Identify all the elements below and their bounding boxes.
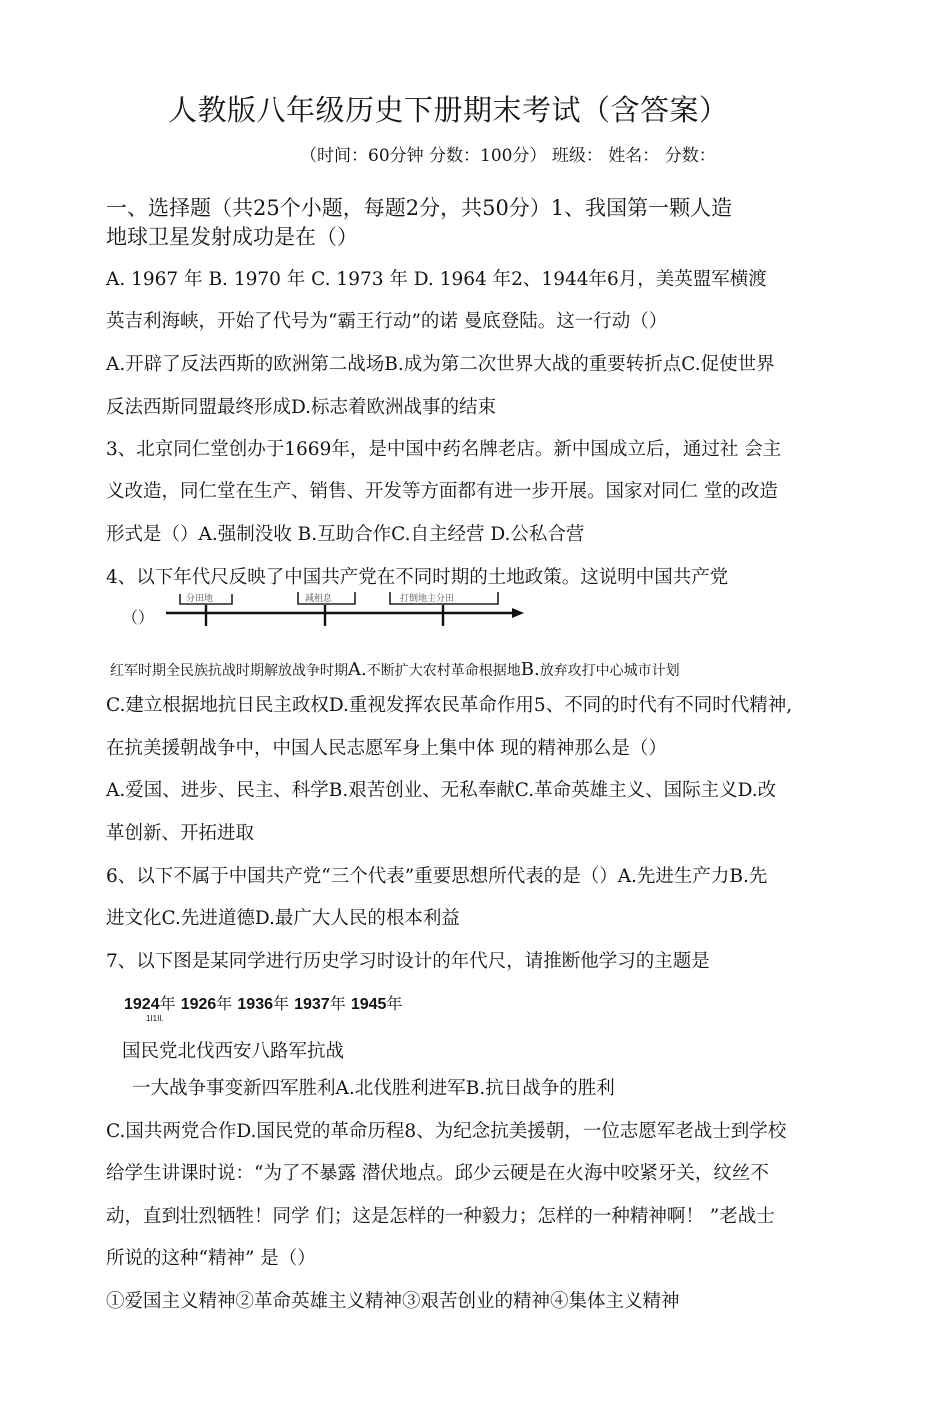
q7-tick-marks: 1I1II. (146, 1014, 164, 1023)
text-line: 在抗美援朝战争中，中国人民志愿军身上集中体 现的精神那么是（） (106, 738, 667, 759)
text-line: C.建立根据地抗日民主政权D.重视发挥农民革命作用5、不同的时代有不同时代精神, (106, 695, 793, 716)
section-heading-line-2: 地球卫星发射成功是在（） (106, 225, 358, 249)
year-unit: 年 (273, 994, 290, 1013)
text-line: 反法西斯同盟最终形成D.标志着欧洲战事的结束 (106, 397, 497, 418)
q4-options-line (110, 661, 680, 680)
year: 1936 (237, 996, 273, 1013)
year: 1926 (180, 996, 217, 1013)
text-line: 7、以下图是某同学进行历史学习时设计的年代尺，请推断他学习的主题是 (106, 951, 710, 972)
question-4-paren: （） (122, 608, 155, 627)
text-line: ①爱国主义精神②革命英雄主义精神③艰苦创业的精神④集体主义精神 (106, 1291, 680, 1312)
option-b-text: 放弃攻打中心城市计划 (539, 663, 680, 679)
text-line: C.国共两党合作D.国民党的革命历程8、为纪念抗美援朝，一位志愿军老战士到学校 (106, 1121, 787, 1142)
text-line: 形式是（）A.强制没收 B.互助合作C.自主经营 D.公私合营 (106, 524, 585, 545)
text-line: 英吉利海峡，开始了代号为“霸王行动”的诺 曼底登陆。这一行动（） (106, 311, 668, 332)
year-unit: 年 (386, 994, 403, 1013)
period-labels: 红军时期全民族抗战时期解放战争时期 (110, 663, 348, 679)
text-line: 3、北京同仁堂创办于1669年，是中国中药名牌老店。新中国成立后，通过社 会主 (106, 439, 782, 460)
exam-subtitle: （时间：60分钟 分数：100分） 班级： 姓名： 分数： (300, 146, 716, 166)
year: 1937 (294, 996, 330, 1013)
text-line: 进文化C.先进道德D.最广大人民的根本利益 (106, 908, 460, 929)
timeline-box-label: 打倒地主分田 (400, 594, 455, 604)
timeline-figure-q4 (150, 578, 530, 630)
text-line: A.开辟了反法西斯的欧洲第二战场B.成为第二次世界大战的重要转折点C.促使世界 (106, 354, 775, 375)
q7-events-row-2: 一大战争事变新四军胜利A.北伐胜利进军B.抗日战争的胜利 (132, 1078, 615, 1099)
timeline-box-label: 减租息 (305, 594, 333, 604)
section-heading-line-1: 一、选择题（共25个小题，每题2分，共50分）1、我国第一颗人造 (106, 196, 733, 220)
text-line: 6、以下不属于中国共产党“三个代表”重要思想所代表的是（）A.先进生产力B.先 (106, 866, 768, 887)
year-unit: 年 (216, 994, 233, 1013)
option-a-letter: A. (348, 659, 367, 680)
text-line: 革创新、开拓进取 (106, 823, 255, 844)
year-unit: 年 (329, 994, 346, 1013)
text-line: 义改造，同仁堂在生产、销售、开发等方面都有进一步开展。国家对同仁 堂的改造 (106, 481, 778, 502)
text-line: 所说的这种“精神” 是（） (106, 1248, 316, 1269)
year-unit: 年 (159, 994, 176, 1013)
text-line: A. 1967 年 B. 1970 年 C. 1973 年 D. 1964 年2、1944年6月，美英盟军横渡 (106, 269, 767, 290)
text-line: 4、以下年代尺反映了中国共产党在不同时期的土地政策。这说明中国共产党 (106, 567, 729, 588)
exam-title: 人教版八年级历史下册期末考试（含答案） (168, 93, 729, 127)
option-a-text: 不断扩大农村革命根据地 (366, 663, 521, 679)
timeline-arrowhead (512, 608, 524, 618)
option-b-letter: B. (520, 659, 540, 680)
text-line: 给学生讲课时说：“为了不暴露 潜伏地点。邱少云硬是在火海中咬紧牙关，纹丝不 (106, 1163, 769, 1184)
text-line: 动，直到壮烈牺牲！同学 们；这是怎样的一种毅力；怎样的一种精神啊！ ”老战士 (106, 1206, 775, 1227)
q7-events-row-1: 国民党北伐西安八路军抗战 (122, 1041, 345, 1062)
year: 1945 (350, 996, 387, 1013)
timeline-box-label: 分田地 (186, 594, 214, 604)
q7-year-row (124, 992, 402, 1017)
year: 1924 (124, 996, 160, 1013)
text-line: A.爱国、进步、民主、科学B.艰苦创业、无私奉献C.革命英雄主义、国际主义D.改 (106, 780, 777, 801)
